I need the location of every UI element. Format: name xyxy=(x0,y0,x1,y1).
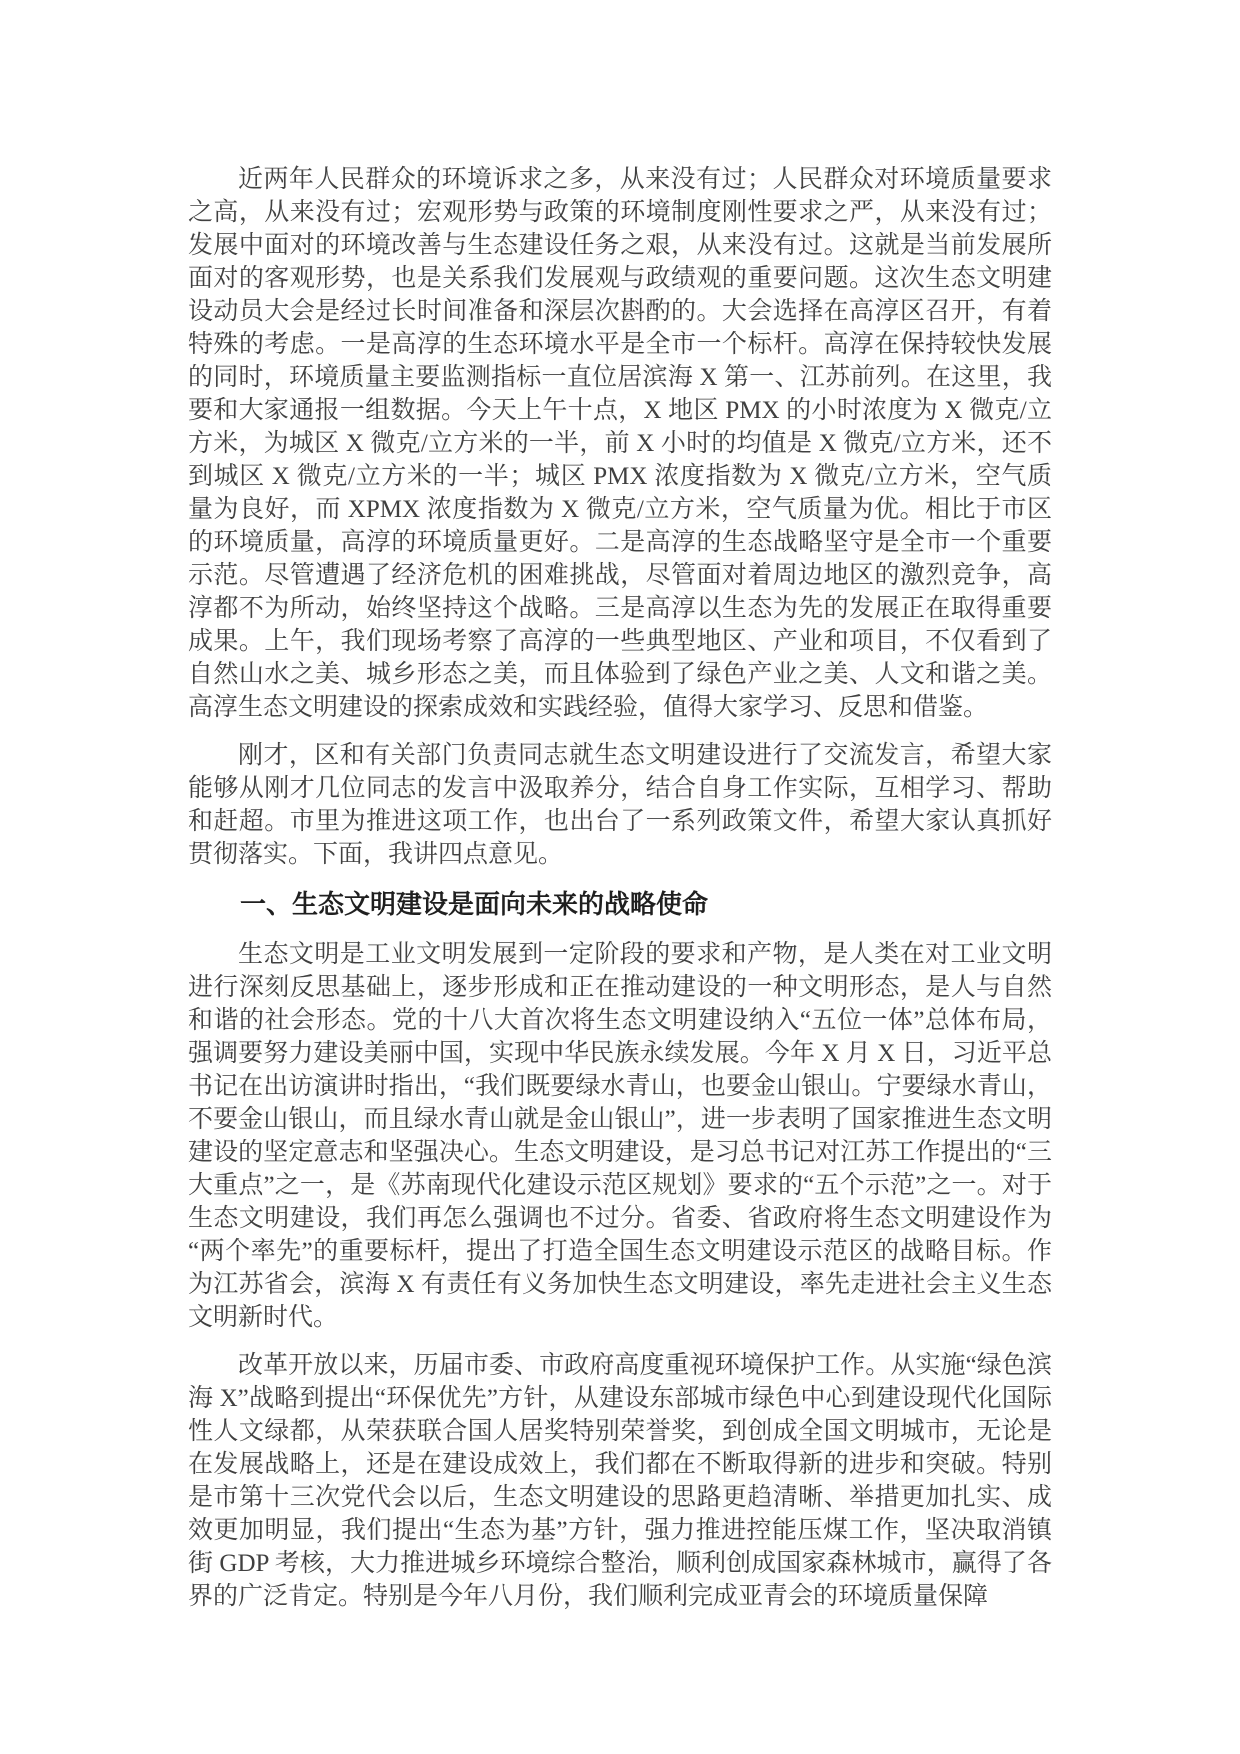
body-paragraph: 刚才，区和有关部门负责同志就生态文明建设进行了交流发言，希望大家能够从刚才几位同志的发言中汲取养分，结合自身工作实际，互相学习、帮助和赶超。市里为推进这项工作，也出台了一系列政策文件，希望大家认真抓好贯彻落实。下面，我讲四点意见。 xyxy=(188,742,1052,868)
body-paragraph: 近两年人民群众的环境诉求之多，从来没有过；人民群众对环境质量要求之高，从来没有过；宏观形势与政策的环境制度刚性要求之严，从来没有过；发展中面对的环境改善与生态建设任务之艰，从来没有过。这就是当前发展所面对的客观形势，也是关系我们发展观与政绩观的重要问题。这次生态文明建设动员大会是经过长时间准备和深层次斟酌的。大会选择在高淳区召开，有着特殊的考虑。一是高淳的生态环境水平是全市一个标杆。高淳在保持较快发展的同时，环境质量主要监测指标一直位居滨海 X 第一、江苏前列。在这里，我要和大家通报一组数据。今天上午十点，X 地区 PMX 的小时浓度为 X 微克/立方米，为城区 X 微克/立方米的一半，前 X 小时的均值是 X 微克/立方米，还不到城区 X 微克/立方米的一半；城区 PMX 浓度指数为 X 微克/立方米，空气质量为良好，而 XPMX 浓度指数为 X 微克/立方米，空气质量为优。相比于市区的环境质量，高淳的环境质量更好。二是高淳的生态战略坚守是全市一个重要示范。尽管遭遇了经济危机的困难挑战，尽管面对着周边地区的激烈竞争，高淳都不为所动，始终坚持这个战略。三是高淳以生态为先的发展正在取得重要成果。上午，我们现场考察了高淳的一些典型地区、产业和项目，不仅看到了自然山水之美、城乡形态之美，而且体验到了绿色产业之美、人文和谐之美。高淳生态文明建设的探索成效和实践经验，值得大家学习、反思和借鉴。 xyxy=(188,166,1052,721)
section-heading: 一、生态文明建设是面向未来的战略使命 xyxy=(240,889,709,919)
body-paragraph: 改革开放以来，历届市委、市政府高度重视环境保护工作。从实施“绿色滨海 X”战略到提出“环保优先”方针，从建设东部城市绿色中心到建设现代化国际性人文绿都，从荣获联合国人居奖特别荣誉奖，到创成全国文明城市，无论是在发展战略上，还是在建设成效上，我们都在不断取得新的进步和突破。特别是市第十三次党代会以后，生态文明建设的思路更趋清晰、举措更加扎实、成效更加明显，我们提出“生态为基”方针，强力推进控能压煤工作，坚决取消镇街 GDP 考核，大力推进城乡环境综合整治，顺利创成国家森林城市，赢得了各界的广泛肯定。特别是今年八月份，我们顺利完成亚青会的环境质量保障 xyxy=(188,1352,1052,1610)
document-body xyxy=(188,163,1052,1613)
body-paragraph: 生态文明是工业文明发展到一定阶段的要求和产物，是人类在对工业文明进行深刻反思基础上，逐步形成和正在推动建设的一种文明形态，是人与自然和谐的社会形态。党的十八大首次将生态文明建设纳入“五位一体”总体布局，强调要努力建设美丽中国，实现中华民族永续发展。今年 X 月 X 日，习近平总书记在出访演讲时指出，“我们既要绿水青山，也要金山银山。宁要绿水青山，不要金山银山，而且绿水青山就是金山银山”，进一步表明了国家推进生态文明建设的坚定意志和坚强决心。生态文明建设，是习总书记对江苏工作提出的“三大重点”之一，是《苏南现代化建设示范区规划》要求的“五个示范”之一。对于生态文明建设，我们再怎么强调也不过分。省委、省政府将生态文明建设作为“两个率先”的重要标杆，提出了打造全国生态文明建设示范区的战略目标。作为江苏省会，滨海 X 有责任有义务加快生态文明建设，率先走进社会主义生态文明新时代。 xyxy=(188,941,1052,1331)
